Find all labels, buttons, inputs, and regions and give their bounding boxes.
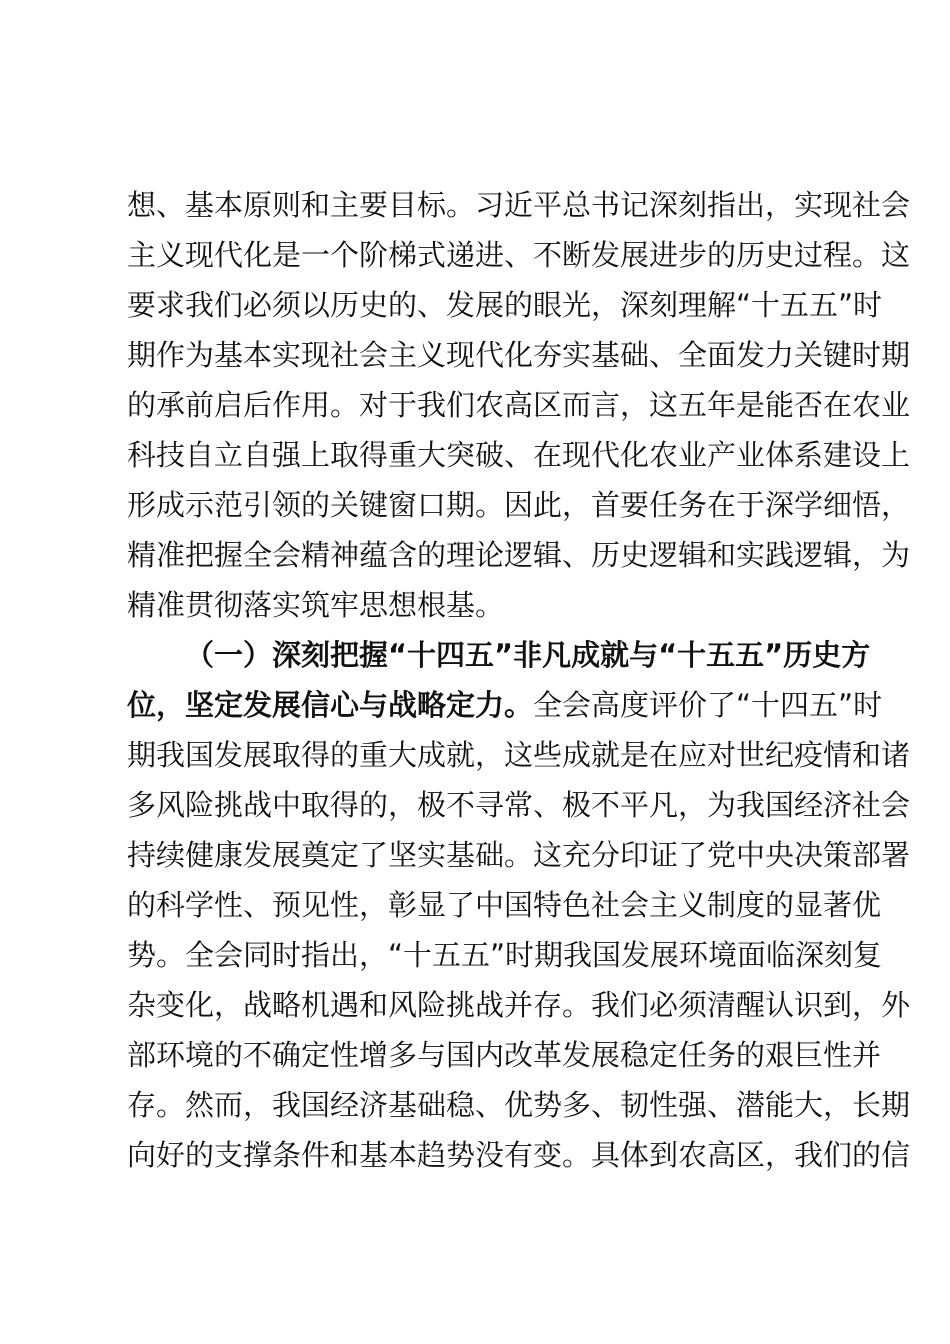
section-heading-line [127, 630, 871, 680]
text-line: 存。然而，我国经济基础稳、优势多、韧性强、潜能大，长期 [127, 1088, 911, 1122]
text-line: 持续健康发展奠定了坚实基础。这充分印证了党中央决策部署 [127, 838, 911, 872]
text-line: 主义现代化是一个阶梯式递进、不断发展进步的历史过程。这 [127, 238, 911, 272]
text-line: 形成示范引领的关键窗口期。因此，首要任务在于深学细悟， [127, 488, 911, 522]
text-line: 期我国发展取得的重大成就，这些成就是在应对世纪疫情和诸 [127, 738, 911, 772]
text-line: 精准把握全会精神蕴含的理论逻辑、历史逻辑和实践逻辑，为 [127, 538, 911, 572]
section-heading: （一）深刻把握“十四五”非凡成就与“十五五”历史方 [185, 638, 871, 672]
document-body [127, 180, 911, 1180]
text-line: 科技自立自强上取得重大突破、在现代化农业产业体系建设上 [127, 438, 911, 472]
paragraph-1 [127, 180, 911, 630]
text-line: 位，坚定发展信心与战略定力。全会高度评价了“十四五”时 [127, 688, 883, 722]
text-line: 杂变化，战略机遇和风险挑战并存。我们必须清醒认识到，外 [127, 988, 911, 1022]
text-line: 想、基本原则和主要目标。习近平总书记深刻指出，实现社会 [127, 188, 911, 222]
text-line: 部环境的不确定性增多与国内改革发展稳定任务的艰巨性并 [127, 1038, 882, 1072]
section-heading-continued: 位，坚定发展信心与战略定力。 [127, 688, 534, 722]
text-line: 要求我们必须以历史的、发展的眼光，深刻理解“十五五”时 [127, 288, 883, 322]
text-line: 向好的支撑条件和基本趋势没有变。具体到农高区，我们的信 [127, 1138, 911, 1172]
text-line: 期作为基本实现社会主义现代化夯实基础、全面发力关键时期 [127, 338, 911, 372]
text-line: 多风险挑战中取得的，极不寻常、极不平凡，为我国经济社会 [127, 788, 911, 822]
text-line: 势。全会同时指出，“十五五”时期我国发展环境面临深刻复 [127, 938, 883, 972]
text-line: 精准贯彻落实筑牢思想根基。 [127, 588, 505, 622]
text-line: 的科学性、预见性，彰显了中国特色社会主义制度的显著优 [127, 888, 882, 922]
text-line: 的承前启后作用。对于我们农高区而言，这五年是能否在农业 [127, 388, 911, 422]
paragraph-2 [127, 630, 911, 1180]
